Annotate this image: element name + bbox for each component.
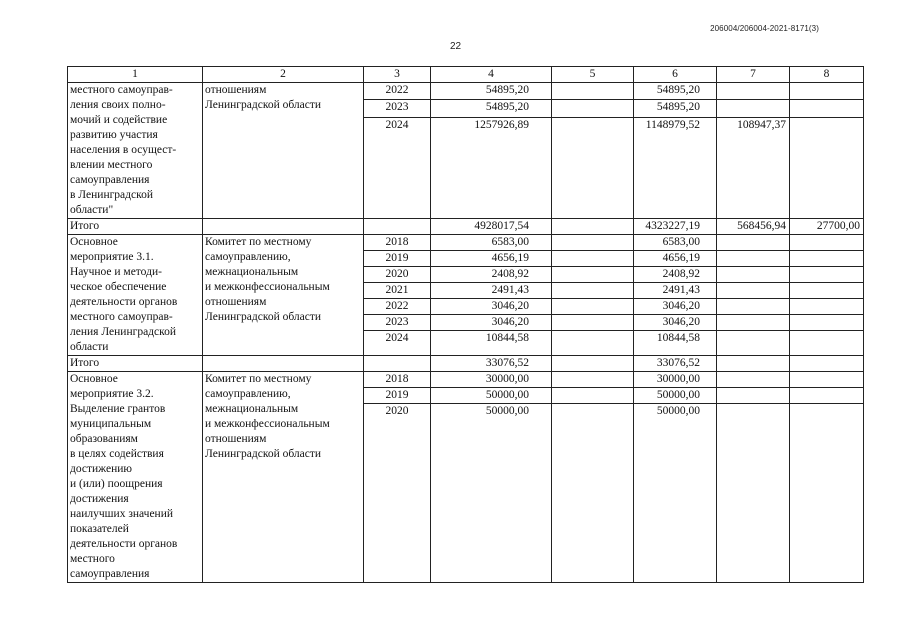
empty-cell bbox=[552, 219, 634, 235]
total-cell: 2408,92 bbox=[431, 267, 552, 283]
column-header: 6 bbox=[634, 67, 717, 83]
table-header-row bbox=[68, 67, 864, 83]
other-cell bbox=[790, 331, 864, 356]
other-cell bbox=[790, 404, 864, 583]
table-row bbox=[68, 235, 864, 251]
measure-description: Основное мероприятие 3.1. Научное и методи- ческое обеспечение деятельности органов местного самоуправ- ления Ленинградской области bbox=[68, 235, 203, 356]
federal-cell bbox=[552, 299, 634, 315]
page-number: 22 bbox=[450, 41, 462, 52]
year-cell: 2020 bbox=[364, 267, 431, 283]
local-cell bbox=[717, 235, 790, 251]
regional-cell: 1148979,52 bbox=[634, 117, 717, 218]
federal-cell bbox=[552, 100, 634, 117]
regional-cell: 6583,00 bbox=[634, 235, 717, 251]
federal-cell bbox=[552, 404, 634, 583]
year-cell: 2019 bbox=[364, 251, 431, 267]
local-cell: 108947,37 bbox=[717, 117, 790, 218]
regional-cell: 30000,00 bbox=[634, 372, 717, 388]
year-cell: 2023 bbox=[364, 100, 431, 117]
local-cell bbox=[717, 388, 790, 404]
regional-cell: 50000,00 bbox=[634, 404, 717, 583]
total-cell: 33076,52 bbox=[431, 356, 552, 372]
empty-cell bbox=[203, 219, 364, 235]
regional-cell: 54895,20 bbox=[634, 83, 717, 100]
federal-cell bbox=[552, 235, 634, 251]
year-cell: 2024 bbox=[364, 331, 431, 356]
other-cell bbox=[790, 251, 864, 267]
local-cell: 568456,94 bbox=[717, 219, 790, 235]
regional-cell: 2491,43 bbox=[634, 283, 717, 299]
responsible-executor: отношениям Ленинградской области bbox=[203, 83, 364, 219]
local-cell bbox=[717, 283, 790, 299]
local-cell bbox=[717, 331, 790, 356]
other-cell bbox=[790, 388, 864, 404]
other-cell bbox=[790, 315, 864, 331]
year-cell: 2022 bbox=[364, 299, 431, 315]
total-cell: 54895,20 bbox=[431, 83, 552, 100]
regional-cell: 4656,19 bbox=[634, 251, 717, 267]
other-cell bbox=[790, 372, 864, 388]
regional-cell: 3046,20 bbox=[634, 299, 717, 315]
year-cell: 2022 bbox=[364, 83, 431, 100]
federal-cell bbox=[552, 283, 634, 299]
local-cell bbox=[717, 267, 790, 283]
empty-cell bbox=[790, 356, 864, 372]
regional-cell: 54895,20 bbox=[634, 100, 717, 117]
federal-cell bbox=[552, 251, 634, 267]
other-cell: 27700,00 bbox=[790, 219, 864, 235]
year-cell: 2018 bbox=[364, 372, 431, 388]
local-cell bbox=[717, 100, 790, 117]
year-cell: 2019 bbox=[364, 388, 431, 404]
other-cell bbox=[790, 117, 864, 218]
total-cell: 4656,19 bbox=[431, 251, 552, 267]
federal-cell bbox=[552, 83, 634, 100]
local-cell bbox=[717, 83, 790, 100]
other-cell bbox=[790, 283, 864, 299]
column-header: 8 bbox=[790, 67, 864, 83]
column-header: 3 bbox=[364, 67, 431, 83]
empty-cell bbox=[203, 356, 364, 372]
budget-table bbox=[67, 66, 864, 583]
year-cell: 2024 bbox=[364, 117, 431, 218]
total-cell: 2491,43 bbox=[431, 283, 552, 299]
empty-cell bbox=[552, 356, 634, 372]
total-row bbox=[68, 356, 864, 372]
local-cell bbox=[717, 404, 790, 583]
local-cell bbox=[717, 299, 790, 315]
total-cell: 1257926,89 bbox=[431, 117, 552, 218]
total-cell: 3046,20 bbox=[431, 299, 552, 315]
empty-cell bbox=[717, 356, 790, 372]
federal-cell bbox=[552, 117, 634, 218]
total-label: Итого bbox=[68, 356, 203, 372]
other-cell bbox=[790, 235, 864, 251]
federal-cell bbox=[552, 388, 634, 404]
column-header: 4 bbox=[431, 67, 552, 83]
measure-description: Основное мероприятие 3.2. Выделение грантов муниципальным образованиям в целях содействия достижению и (или) поощрения достижения наилучших значений показателей деятельности органов местного самоуправления bbox=[68, 372, 203, 583]
total-cell: 50000,00 bbox=[431, 404, 552, 583]
local-cell bbox=[717, 251, 790, 267]
regional-cell: 33076,52 bbox=[634, 356, 717, 372]
year-cell: 2023 bbox=[364, 315, 431, 331]
regional-cell: 50000,00 bbox=[634, 388, 717, 404]
responsible-executor: Комитет по местному самоуправлению, межнациональным и межконфессиональным отношениям Ленинградской области bbox=[203, 235, 364, 356]
total-cell: 10844,58 bbox=[431, 331, 552, 356]
year-cell: 2020 bbox=[364, 404, 431, 583]
total-cell: 4928017,54 bbox=[431, 219, 552, 235]
total-cell: 3046,20 bbox=[431, 315, 552, 331]
empty-cell bbox=[364, 219, 431, 235]
document-id: 206004/206004-2021-8171(3) bbox=[710, 24, 819, 33]
federal-cell bbox=[552, 372, 634, 388]
regional-cell: 4323227,19 bbox=[634, 219, 717, 235]
column-header: 2 bbox=[203, 67, 364, 83]
other-cell bbox=[790, 299, 864, 315]
measure-description: местного самоуправ- ления своих полно- мочий и содействие развитию участия населения в осущест- влении местного самоуправления в Ленинградской области" bbox=[68, 83, 203, 219]
total-label: Итого bbox=[68, 219, 203, 235]
column-header: 1 bbox=[68, 67, 203, 83]
year-cell: 2018 bbox=[364, 235, 431, 251]
local-cell bbox=[717, 372, 790, 388]
total-cell: 54895,20 bbox=[431, 100, 552, 117]
responsible-executor: Комитет по местному самоуправлению, межнациональным и межконфессиональным отношениям Ленинградской области bbox=[203, 372, 364, 583]
empty-cell bbox=[364, 356, 431, 372]
column-header: 7 bbox=[717, 67, 790, 83]
regional-cell: 2408,92 bbox=[634, 267, 717, 283]
regional-cell: 10844,58 bbox=[634, 331, 717, 356]
year-cell: 2021 bbox=[364, 283, 431, 299]
other-cell bbox=[790, 83, 864, 100]
table-row bbox=[68, 83, 864, 100]
federal-cell bbox=[552, 331, 634, 356]
federal-cell bbox=[552, 267, 634, 283]
federal-cell bbox=[552, 315, 634, 331]
other-cell bbox=[790, 100, 864, 117]
total-cell: 6583,00 bbox=[431, 235, 552, 251]
total-row bbox=[68, 219, 864, 235]
column-header: 5 bbox=[552, 67, 634, 83]
regional-cell: 3046,20 bbox=[634, 315, 717, 331]
table-row bbox=[68, 372, 864, 388]
other-cell bbox=[790, 267, 864, 283]
total-cell: 50000,00 bbox=[431, 388, 552, 404]
total-cell: 30000,00 bbox=[431, 372, 552, 388]
local-cell bbox=[717, 315, 790, 331]
